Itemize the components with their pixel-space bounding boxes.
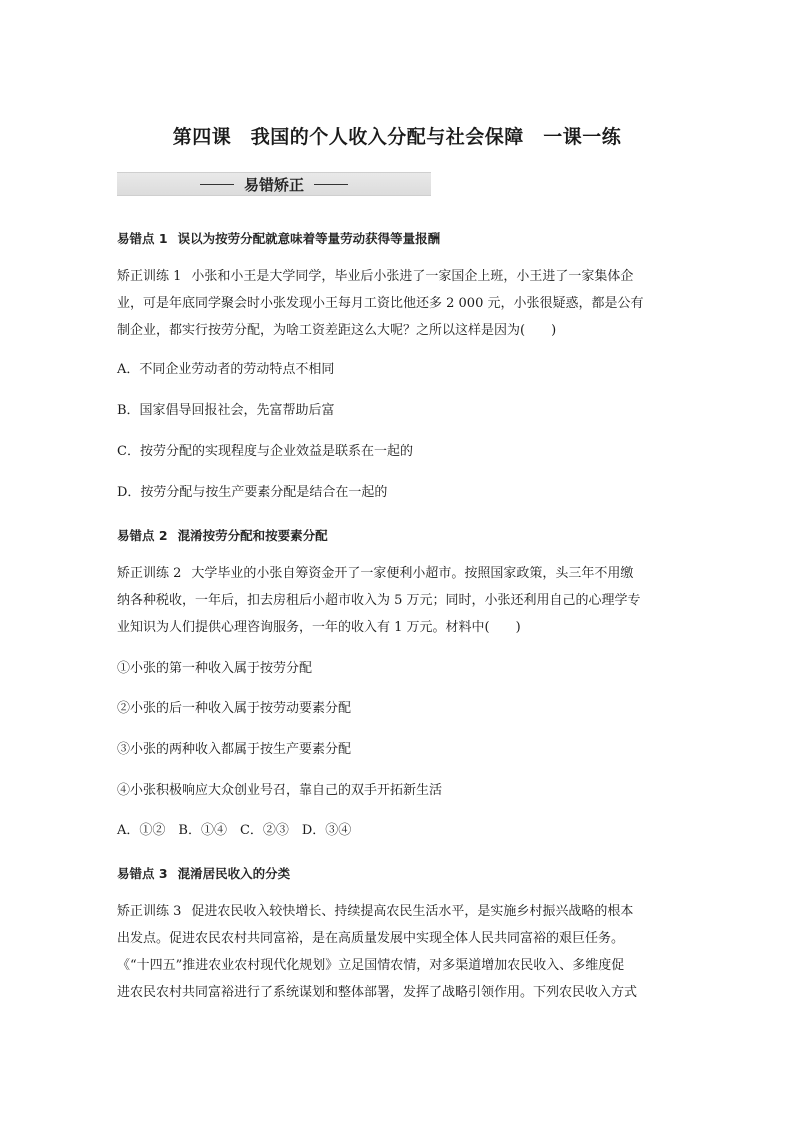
exercise-lead: 矫正训练 1 (117, 269, 182, 284)
exercise-2-stem (117, 560, 679, 641)
banner-rule-right (314, 184, 348, 185)
answer-options: A．①② B．①④ C．②③ D．③④ (117, 823, 352, 838)
stem-line: 出发点。促进农民农村共同富裕，是在高质量发展中实现全体人民共同富裕的艰巨任务。 (117, 931, 625, 946)
error-point-name: 混淆居民收入的分类 (177, 866, 291, 881)
exercise-3-stem (117, 898, 679, 1006)
error-point-name: 误以为按劳分配就意味着等量劳动获得等量报酬 (177, 231, 441, 246)
error-point-3 (117, 864, 290, 882)
stem-line: 《“十四五”推进农业农村现代化规划》立足国情农情，对多渠道增加农民收入、多维度促 (117, 958, 625, 973)
stem-line: 制企业，都实行按劳分配，为啥工资差距这么大呢？之所以这样是因为( ) (117, 323, 557, 338)
statement-1: ①小张的第一种收入属于按劳分配 (117, 661, 313, 676)
option-b: B．国家倡导回报社会，先富帮助后富 (117, 403, 335, 418)
error-point-id: 易错点 2 (117, 528, 168, 543)
option-a: A．不同企业劳动者的劳动特点不相同 (117, 362, 335, 377)
error-point-2 (117, 526, 328, 544)
stem-line: 矫正训练 2 大学毕业的小张自筹资金开了一家便利小超市。按照国家政策，头三年不用缴 (117, 566, 634, 581)
stem-line: 业知识为人们提供心理咨询服务，一年的收入有 1 万元。材料中( ) (117, 620, 521, 635)
statement-2: ②小张的后一种收入属于按劳动要素分配 (117, 701, 352, 716)
exercise-lead: 矫正训练 2 (117, 566, 182, 581)
stem-line: 矫正训练 1 小张和小王是大学同学，毕业后小张进了一家国企上班，小王进了一家集体企 (117, 269, 634, 284)
section-label: 易错矫正 (243, 175, 304, 194)
section-banner (117, 172, 431, 196)
error-point-id: 易错点 3 (117, 866, 168, 881)
page-title: 第四课 我国的个人收入分配与社会保障 一课一练 (172, 126, 622, 148)
statement-3: ③小张的两种收入都属于按生产要素分配 (117, 742, 352, 757)
error-point-id: 易错点 1 (117, 231, 168, 246)
exercise-1-stem (117, 263, 679, 344)
banner-rule-left (200, 184, 234, 185)
stem-line: 业，可是年底同学聚会时小张发现小王每月工资比他还多 2 000 元，小张很疑惑，都是公有 (117, 296, 644, 311)
stem-line: 纳各种税收，一年后，扣去房租后小超市收入为 5 万元；同时，小张还利用自己的心理学专 (117, 593, 641, 608)
error-point-1 (117, 229, 440, 247)
stem-line: 进农民农村共同富裕进行了系统谋划和整体部署，发挥了战略引领作用。下列农民收入方式 (117, 985, 638, 1000)
option-d: D．按劳分配与按生产要素分配是结合在一起的 (117, 485, 388, 500)
statement-4: ④小张积极响应大众创业号召，靠自己的双手开拓新生活 (117, 783, 443, 798)
error-point-name: 混淆按劳分配和按要素分配 (177, 528, 328, 543)
exercise-lead: 矫正训练 3 (117, 904, 182, 919)
option-c: C．按劳分配的实现程度与企业效益是联系在一起的 (117, 444, 413, 459)
stem-line: 矫正训练 3 促进农民收入较快增长、持续提高农民生活水平，是实施乡村振兴战略的根本 (117, 904, 634, 919)
